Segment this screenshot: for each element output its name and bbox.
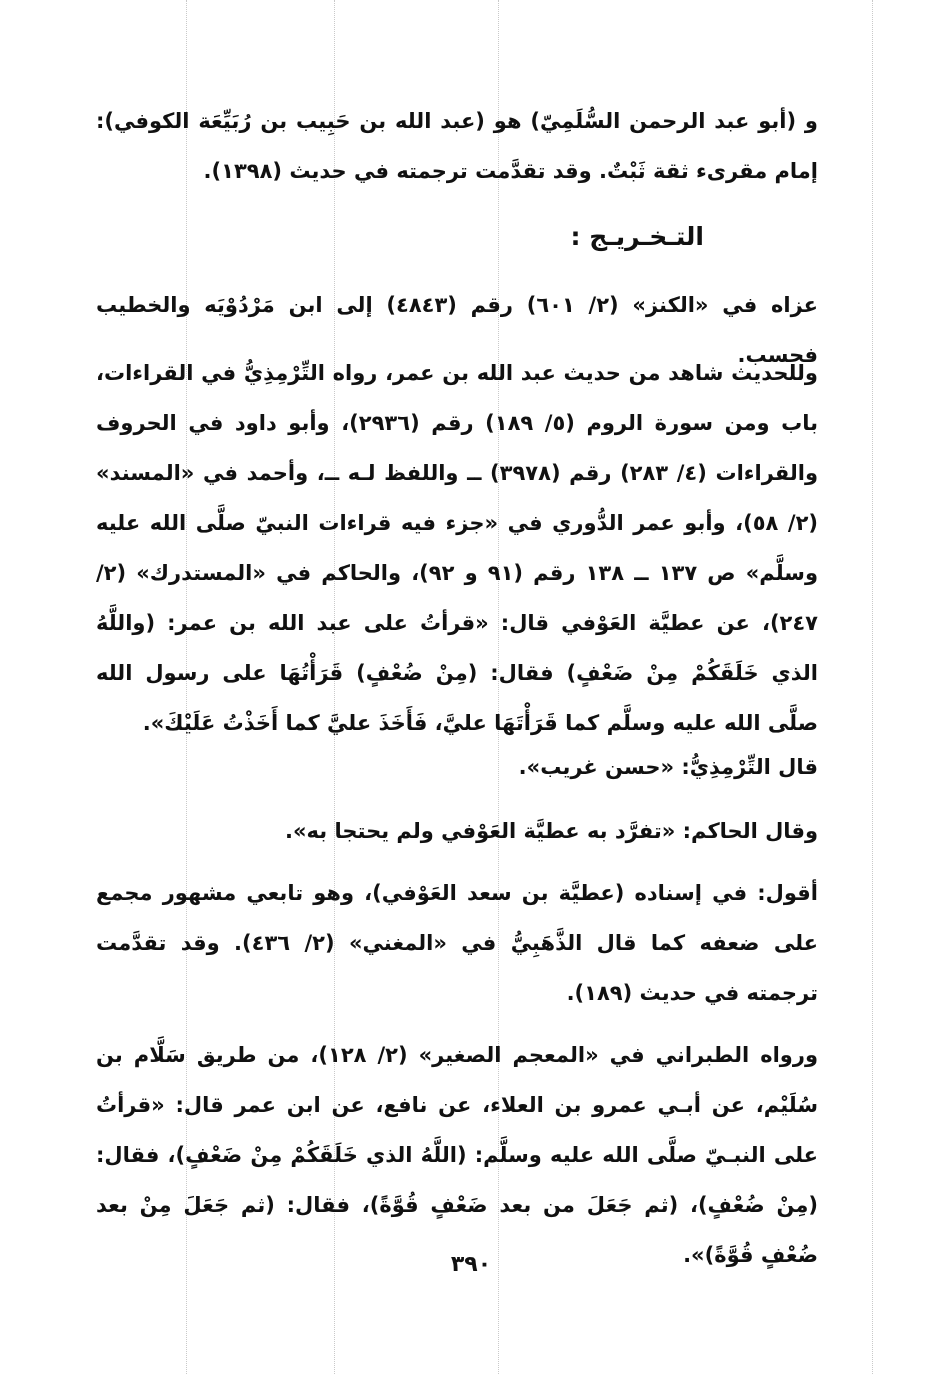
paragraph-narrator-note: و (أبو عبد الرحمن السُّلَمِيّ) هو (عبد الله بن حَبِيب بن رُبَيِّعَة الكوفي): إمام مقرىء ثقة ثَبْتٌ. وقد تقدَّمت ترجمته في حديث (١٣٩٨). xyxy=(96,109,818,183)
paragraph-tabarani-narration: ورواه الطبراني في «المعجم الصغير» (٢/ ١٢٨)، من طريق سَلَّام بن سُلَيْم، عن أبـي عمرو بن العلاء، عن نافع، عن ابن عمر قال: «قرأتُ على النبـيّ صلَّى الله عليه وسلَّم: (اللَّهُ الذي خَلَقَكُمْ مِنْ ضَعْفٍ)، فقال: (مِنْ ضُعْفٍ)، (ثم جَعَلَ من بعد ضَعْفٍ قُوَّةً)، فقال: (ثم جَعَلَ مِنْ بعد ضُعْفٍ قُوَّةً)». xyxy=(96,1043,818,1267)
paragraph-kanz-reference: عزاه في «الكنز» (٢/ ٦٠١) رقم (٤٨٤٣) إلى ابن مَرْدُوْيَه والخطيب فحسب. xyxy=(96,293,818,367)
section-heading-takhrij: التـخـريـج : xyxy=(570,222,704,251)
page-number: ٣٩٠ xyxy=(450,1252,492,1277)
paragraph-hakim-comment: وقال الحاكم: «تفرَّد به عطيَّة العَوْفي ولم يحتجا به». xyxy=(285,819,818,843)
paragraph-author-comment: أقول: في إسناده (عطيَّة بن سعد العَوْفي)، وهو تابعي مشهور مجمع على ضعفه كما قال الذَّهَبِيُّ في «المغني» (٢/ ٤٣٦). وقد تقدَّمت ترجمته في حديث (١٨٩). xyxy=(96,881,818,1005)
paragraph-supporting-hadith: وللحديث شاهد من حديث عبد الله بن عمر، رواه التِّرْمِذِيُّ في القراءات، باب ومن سورة الروم (٥/ ١٨٩) رقم (٢٩٣٦)، وأبو داود في الحروف والقراءات (٤/ ٢٨٣) رقم (٣٩٧٨) ــ واللفظ لـه ــ، وأحمد في «المسند» (٢/ ٥٨)، وأبو عمر الدُّوري في «جزء فيه قراءات النبيّ صلَّى الله عليه وسلَّم» ص ١٣٧ ــ ١٣٨ رقم (٩١ و ٩٢)، والحاكم في «المستدرك» (٢/ ٢٤٧)، عن عطيَّة العَوْفي قال: «قرأتُ على عبد الله بن عمر: (واللَّهُ الذي خَلَقَكُمْ مِنْ ضَعْفٍ) فقال: (مِنْ ضُعْفٍ) قَرَأْتُهَا على رسول الله صلَّى الله عليه وسلَّم كما قَرَأْتَهَا عليَّ، فَأَخَذَ عليَّ كما أَخَذْتُ عَلَيْكَ». xyxy=(96,361,819,735)
scan-guide-line xyxy=(872,0,873,1374)
paragraph-tirmidhi-grading: قال التِّرْمِذِيُّ: «حسن غريب». xyxy=(518,755,818,779)
